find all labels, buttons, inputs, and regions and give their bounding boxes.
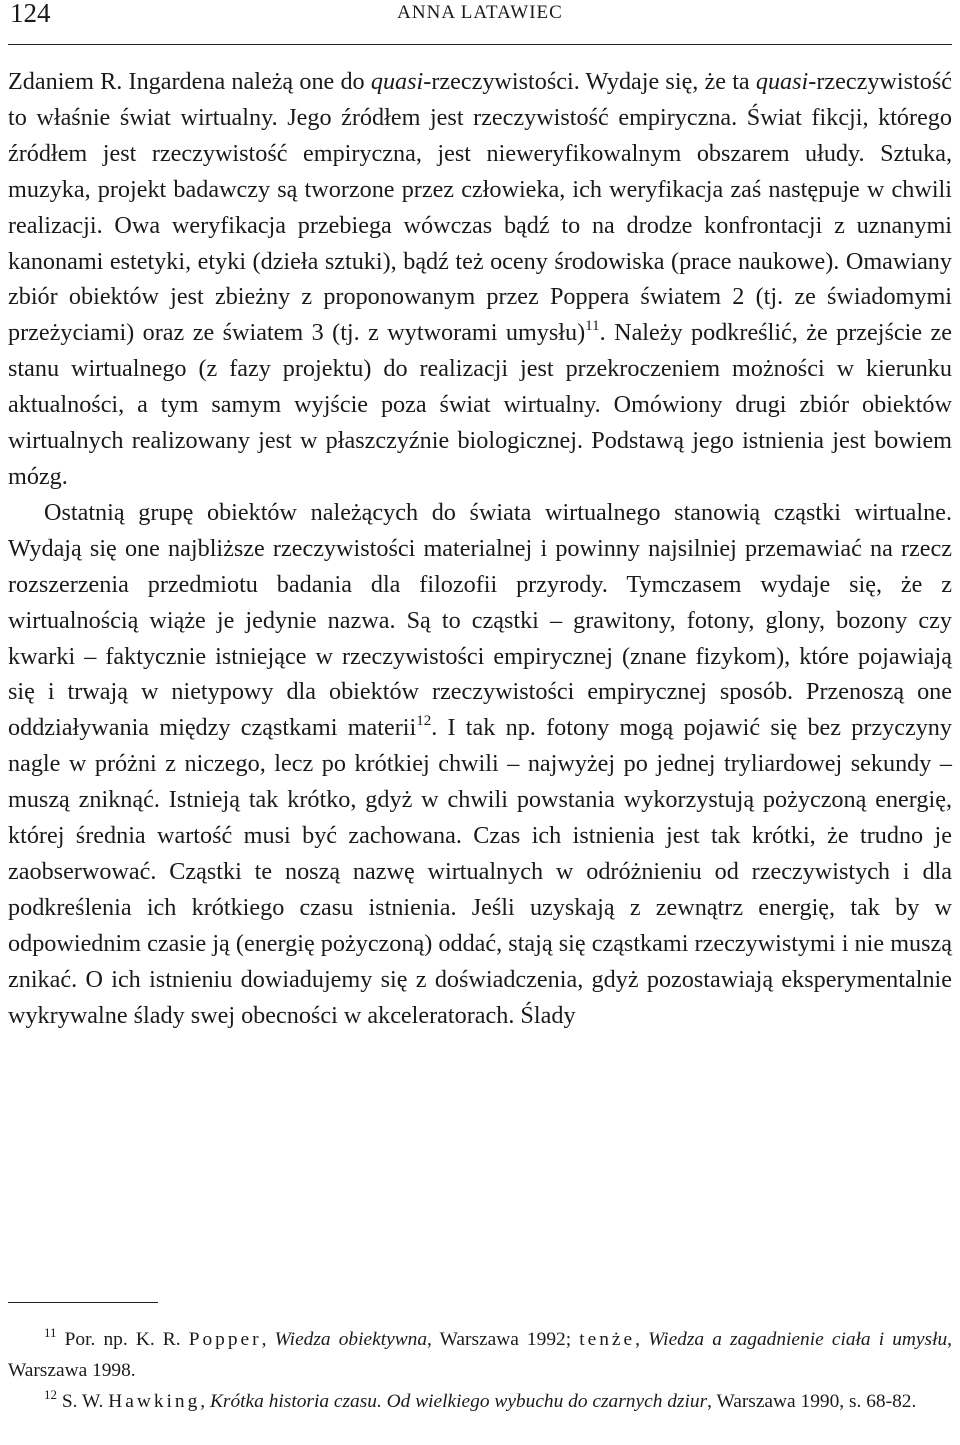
text-run: S. W. bbox=[57, 1391, 109, 1412]
text-run: -rzeczywistości. Wydaje się, że ta bbox=[423, 68, 756, 95]
text-run: , Warszawa 1998. bbox=[8, 1329, 953, 1381]
text-run: -rzeczywistość to właśnie świat wirtualny. Jego źródłem jest rzeczywistość empiryczna. Świat fikcji, którego źródłem jest rzeczywistość empiryczna, jest nieweryfikowalnym obszarem ułudy. Sztuka, muzyka, projekt badawczy są tworzone przez człowieka, ich weryfikacja zaś następuje w chwili realizacji. Owa weryfikacja przebiega wówczas bądź to na drodze konfrontacji z uznanymi kanonami estetyki, etyki (dzieła sztuki), bądź też oceny środowiska (prace naukowe). Omawiany zbiór obiektów jest zbieżny z proponowanym przez Poppera światem 2 (tj. ze świadomymi przeżyciami) oraz ze światem 3 (tj. z wytworami umysłu) bbox=[8, 68, 952, 347]
text-run: , bbox=[200, 1391, 210, 1412]
document-page bbox=[8, 0, 953, 1412]
author-name: tenże bbox=[579, 1329, 636, 1350]
author-name: Popper bbox=[188, 1329, 262, 1350]
text-run: Ostatnią grupę obiektów należących do świata wirtualnego stanowią cząstki wirtualne. Wydają się one najbliższe rzeczywistości materialnej i powinny najsilniej przemawiać na rzecz rozszerzenia przedmiotu badania dla filozofii przyrody. Tymczasem wydaje się, że z wirtualnością wiąże je jedynie nazwa. Są to cząstki – grawitony, fotony, glony, bozony czy kwarki – faktycznie istniejące w rzeczywistości empirycznej (znane fizykom), które pojawiają się i trwają w nietypowy dla obiektów rzeczywistości empirycznej sposób. Przenoszą one oddziaływania między cząstkami materii bbox=[8, 498, 952, 742]
body-text bbox=[8, 64, 952, 1033]
text-run: , Warszawa 1990, s. 68-82. bbox=[707, 1391, 917, 1412]
footnote-ref-12[interactable]: 12 bbox=[416, 713, 432, 730]
footnote-11 bbox=[8, 1324, 952, 1386]
footnote-12 bbox=[8, 1386, 952, 1417]
book-title: Krótka historia czasu. Od wielkiego wybuchu do czarnych dziur bbox=[210, 1391, 708, 1412]
paragraph-1 bbox=[8, 64, 952, 495]
paragraph-2 bbox=[8, 495, 952, 1034]
text-run: , bbox=[635, 1329, 649, 1350]
author-name: Hawking bbox=[108, 1391, 201, 1412]
page-header bbox=[8, 0, 952, 45]
footnote-number: 12 bbox=[44, 1387, 57, 1402]
text-run: , Warszawa 1992; bbox=[427, 1329, 580, 1350]
running-head: ANNA LATAWIEC bbox=[397, 2, 563, 23]
text-run: , bbox=[261, 1329, 275, 1350]
text-run: Por. np. K. R. bbox=[56, 1329, 189, 1350]
text-run: . Należy podkreślić, że przejście ze stanu wirtualnego (z fazy projektu) do realizacji jest przekroczeniem możności w kierunku aktualności, a tym samym wyjście poza świat wirtualny. Omówiony drugi zbiór obiektów wirtualnych realizowany jest w płaszczyźnie biologicznej. Podstawą jego istnienia jest bowiem mózg. bbox=[8, 319, 952, 490]
footnote-divider bbox=[8, 1302, 158, 1303]
page-number: 124 bbox=[10, 0, 51, 28]
footnote-ref-11[interactable]: 11 bbox=[585, 318, 600, 335]
footnotes bbox=[8, 1324, 952, 1417]
book-title: Wiedza a zagadnienie ciała i umysłu bbox=[648, 1329, 948, 1350]
text-run: Zdaniem R. Ingardena należą one do bbox=[8, 68, 371, 95]
text-run: . I tak np. fotony mogą pojawić się bez przyczyny nagle w próżni z niczego, lecz po krótkiej chwili – najwyżej po jednej tryliardowej sekundy – muszą zniknąć. Istnieją tak krótko, gdyż w chwili powstania wykorzystują pożyczoną energię, której średnia wartość musi być zachowana. Czas ich istnienia jest tak krótki, że trudno je zaobserwować. Cząstki te noszą nazwę wirtualnych w odróżnieniu od rzeczywistych i dla podkreślenia ich krótkiego czasu istnienia. Jeśli uzyskają z zewnątrz energię, tak by w odpowiednim czasie ją (energię pożyczoną) oddać, stają się cząstkami rzeczywistymi i nie muszą znikać. O ich istnieniu dowiadujemy się z doświadczenia, gdyż pozostawiają eksperymentalnie wykrywalne ślady swej obecności w akceleratorach. Ślady bbox=[8, 714, 952, 1029]
italic-term: quasi bbox=[755, 68, 809, 95]
book-title: Wiedza obiektywna bbox=[274, 1329, 428, 1350]
footnote-number: 11 bbox=[44, 1325, 57, 1340]
italic-term: quasi bbox=[370, 68, 424, 95]
